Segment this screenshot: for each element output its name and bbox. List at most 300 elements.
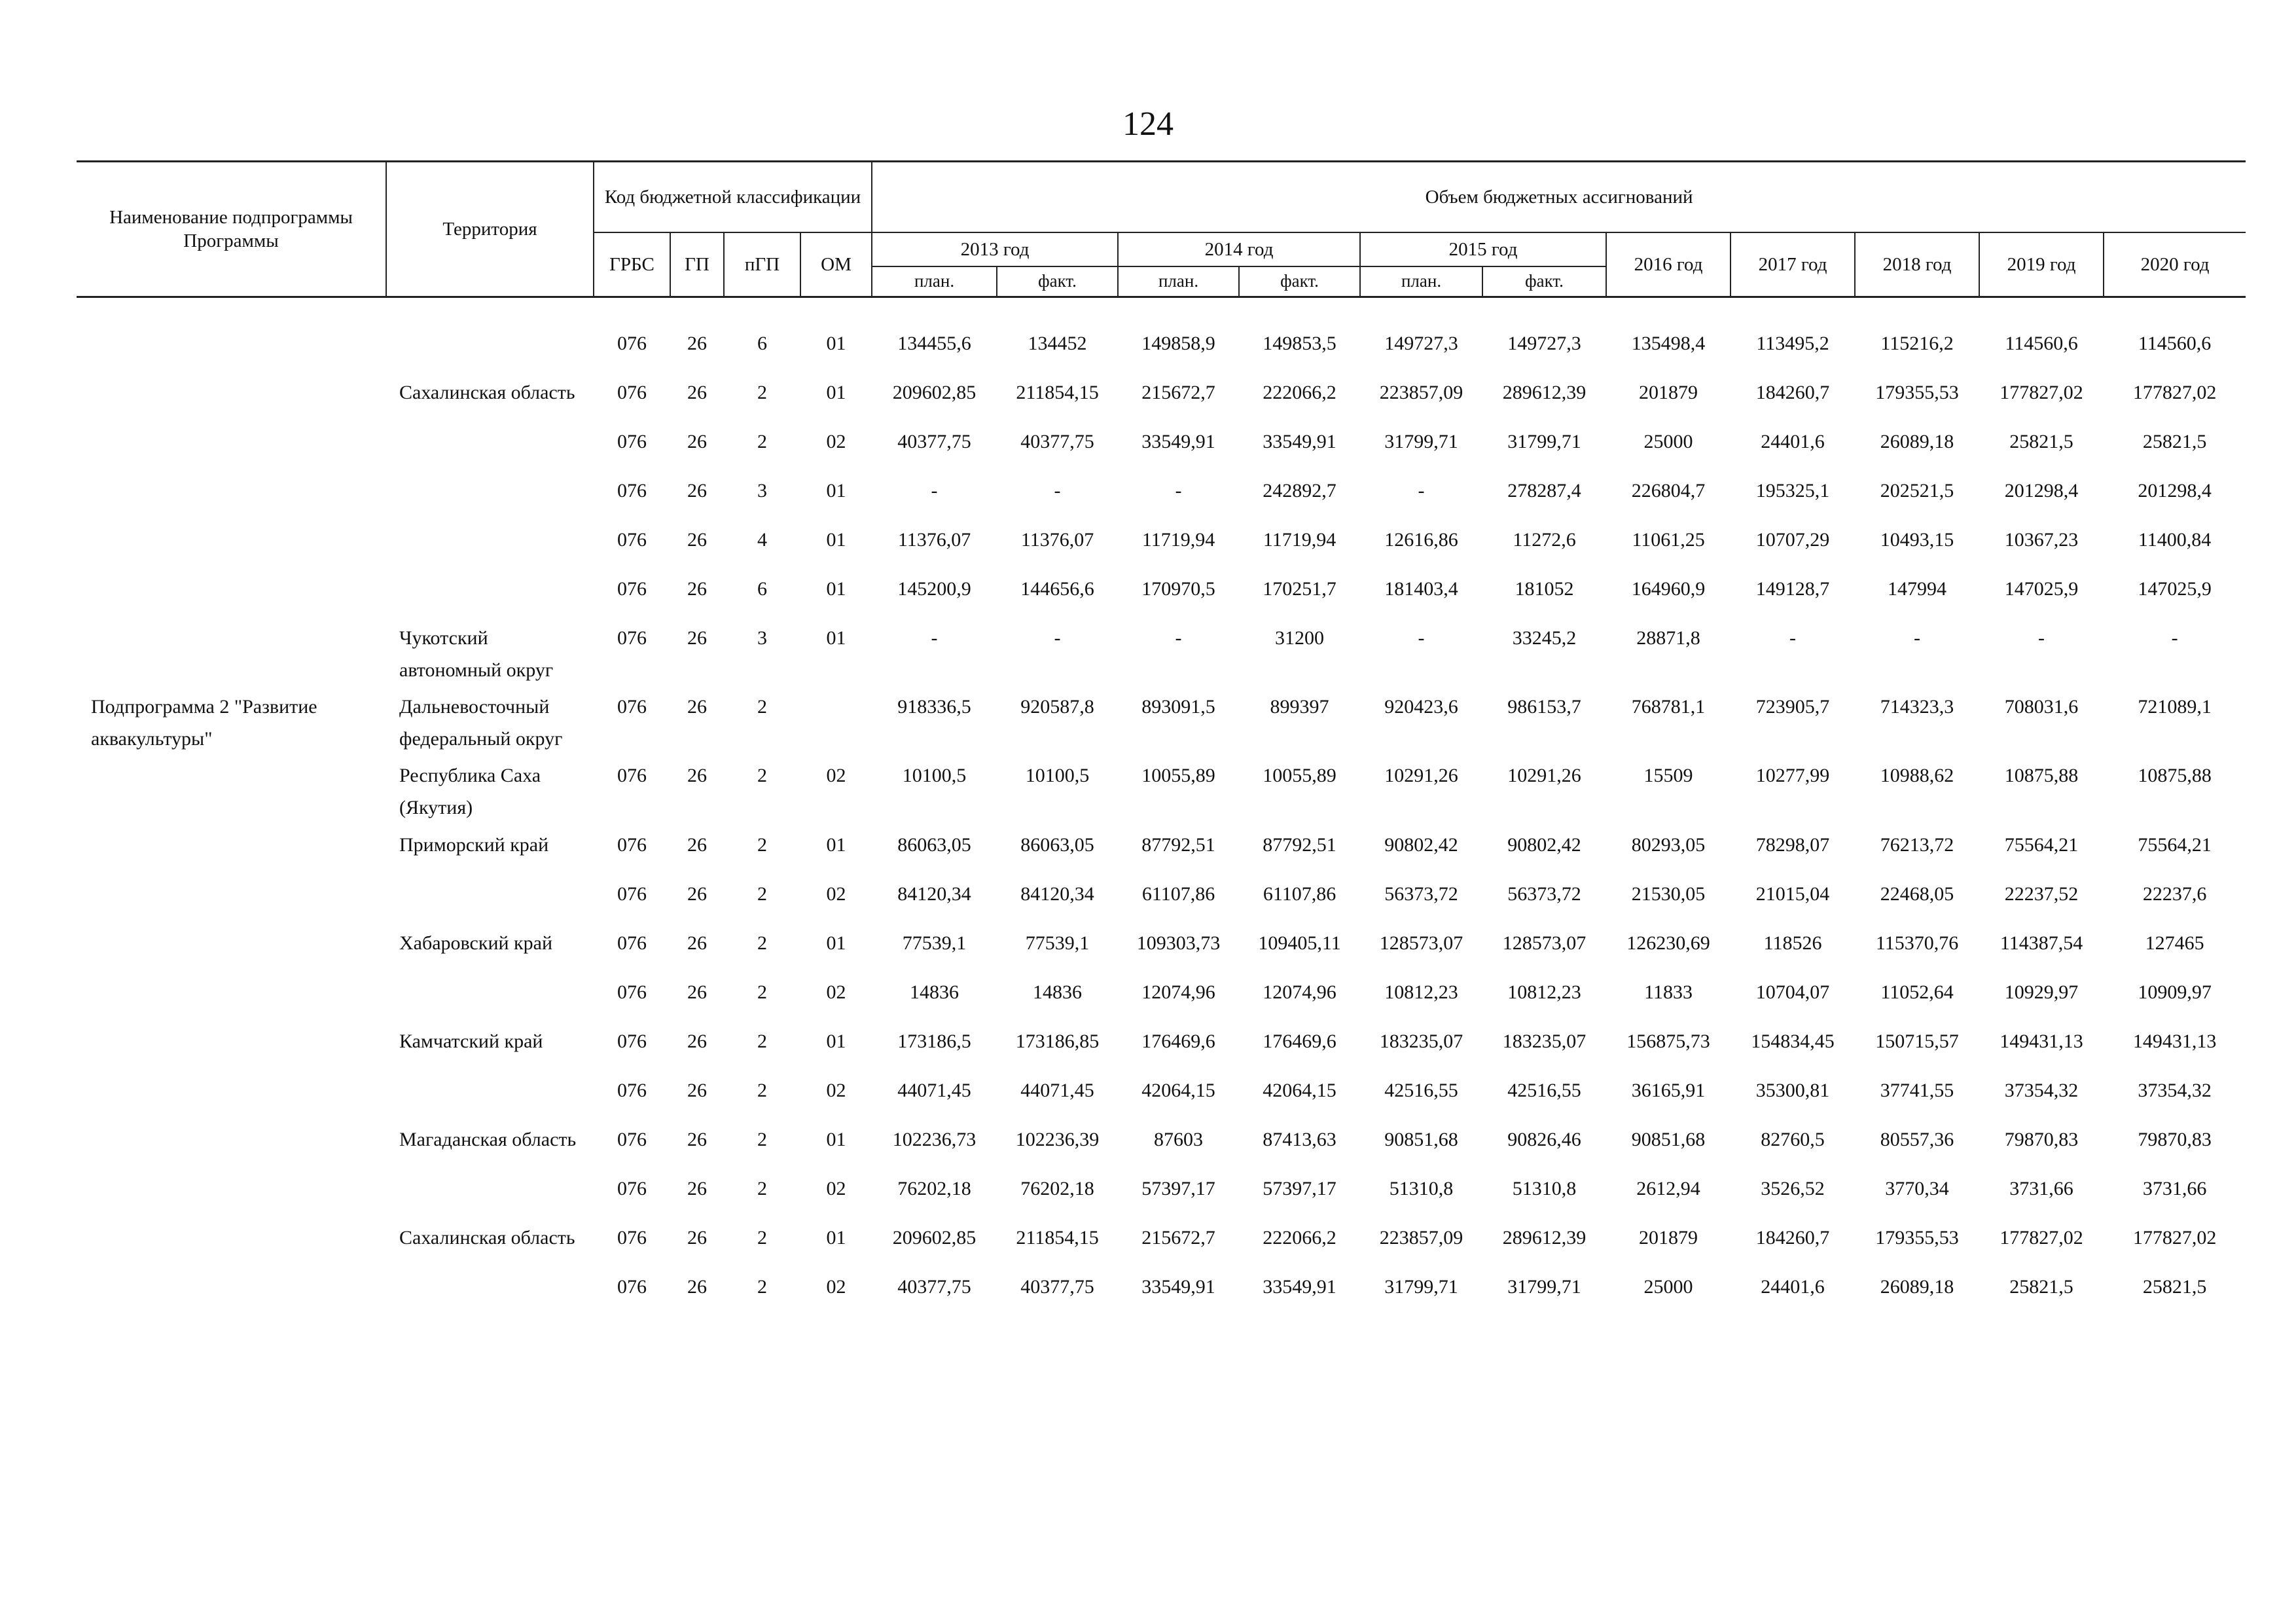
amount-cell: - <box>1054 480 1061 501</box>
territory-cell: Приморский край <box>399 833 549 856</box>
code-gp-cell: 26 <box>687 833 707 856</box>
amount-cell: 209602,85 <box>892 1226 977 1249</box>
subprogram-name-cell <box>77 1266 386 1315</box>
code-pgp-cell: 2 <box>757 1177 767 1199</box>
amount-cell: 10291,26 <box>1384 765 1458 787</box>
table-row <box>77 421 2246 470</box>
territory-cell: Хабаровский край <box>399 932 552 954</box>
amount-cell: 56373,72 <box>1507 883 1581 905</box>
amount-cell: 10100,5 <box>902 765 967 787</box>
amount-cell: 278287,4 <box>1507 480 1581 501</box>
amount-cell: 28871,8 <box>1636 627 1700 649</box>
code-gp-cell: 26 <box>687 1275 707 1298</box>
code-pgp-cell: 2 <box>757 1030 767 1052</box>
code-grbs-cell: 076 <box>617 1275 647 1298</box>
amount-cell: 3770,34 <box>1885 1177 1949 1199</box>
amount-cell: 920423,6 <box>1384 696 1458 718</box>
table-row <box>77 1217 2246 1266</box>
header-plan: план. <box>872 266 997 297</box>
amount-cell: 209602,85 <box>892 382 977 403</box>
amount-cell: 10988,62 <box>1880 765 1954 787</box>
amount-cell: 10704,07 <box>1755 981 1830 1003</box>
territory-cell <box>386 470 594 519</box>
amount-cell: 242892,7 <box>1263 480 1336 501</box>
territory-cell: Магаданская область <box>399 1128 577 1150</box>
amount-cell: 57397,17 <box>1263 1177 1336 1199</box>
subprogram-name-cell <box>77 922 386 972</box>
header-code-group: Код бюджетной классификации <box>594 162 872 233</box>
code-gp-cell: 26 <box>687 333 707 354</box>
amount-cell: 10929,97 <box>2004 981 2079 1003</box>
amount-cell: 986153,7 <box>1507 696 1581 718</box>
amount-cell: 128573,07 <box>1502 932 1587 954</box>
amount-cell: 114387,54 <box>2000 932 2083 954</box>
code-gp-cell: 26 <box>687 1177 707 1199</box>
amount-cell: 149431,13 <box>2132 1030 2217 1052</box>
table-row <box>77 323 2246 372</box>
amount-cell: 87792,51 <box>1141 833 1215 856</box>
amount-cell: 721089,1 <box>2138 696 2212 718</box>
code-om-cell: 01 <box>826 1226 846 1249</box>
amount-cell: 40377,75 <box>1020 431 1094 452</box>
amount-cell: 223857,09 <box>1379 382 1463 403</box>
territory-cell <box>386 1070 594 1119</box>
code-om-cell: 01 <box>826 578 846 600</box>
territory-cell: Республика Саха (Якутия) <box>399 765 541 818</box>
amount-cell: - <box>1418 627 1425 649</box>
subprogram-name-cell <box>77 1021 386 1070</box>
code-om-cell: 01 <box>826 627 846 649</box>
amount-cell: 86063,05 <box>1020 833 1094 856</box>
amount-cell: 147994 <box>1888 578 1947 600</box>
code-gp-cell: 26 <box>687 1226 707 1249</box>
amount-cell: 12074,96 <box>1141 981 1215 1003</box>
amount-cell: 149853,5 <box>1263 333 1336 354</box>
code-grbs-cell: 076 <box>617 1177 647 1199</box>
amount-cell: 134452 <box>1028 333 1087 354</box>
amount-cell: 149727,3 <box>1384 333 1458 354</box>
amount-cell: 147025,9 <box>2004 578 2079 600</box>
amount-cell: 177827,02 <box>2132 1226 2217 1249</box>
amount-cell: 708031,6 <box>2004 696 2079 718</box>
code-grbs-cell: 076 <box>617 932 647 954</box>
amount-cell: 135498,4 <box>1631 333 1706 354</box>
amount-cell: 14836 <box>1033 981 1083 1003</box>
amount-cell: 226804,7 <box>1631 480 1706 501</box>
code-grbs-cell: 076 <box>617 1226 647 1249</box>
amount-cell: 920587,8 <box>1020 696 1094 718</box>
amount-cell: 31200 <box>1275 627 1325 649</box>
amount-cell: 36165,91 <box>1631 1079 1706 1101</box>
code-grbs-cell: 076 <box>617 529 647 551</box>
amount-cell: 44071,45 <box>1020 1079 1094 1101</box>
amount-cell: 80293,05 <box>1631 833 1706 856</box>
code-grbs-cell: 076 <box>617 578 647 600</box>
amount-cell: 87603 <box>1154 1128 1204 1150</box>
amount-cell: 25000 <box>1643 1275 1693 1298</box>
amount-cell: 184260,7 <box>1755 1226 1830 1249</box>
table-row <box>77 1021 2246 1070</box>
subprogram-name-cell <box>77 824 386 873</box>
header-year-2016: 2016 год <box>1606 232 1731 297</box>
amount-cell: 90851,68 <box>1384 1128 1458 1150</box>
code-pgp-cell: 6 <box>757 333 767 354</box>
header-year-2017: 2017 год <box>1731 232 1855 297</box>
code-om-cell: 02 <box>826 1275 846 1298</box>
amount-cell: - <box>1054 627 1061 649</box>
amount-cell: 211854,15 <box>1016 1226 1099 1249</box>
amount-cell: 26089,18 <box>1880 431 1954 452</box>
header-year-2013: 2013 год <box>872 232 1118 266</box>
code-gp-cell: 26 <box>687 981 707 1003</box>
header-year-2019: 2019 год <box>1979 232 2104 297</box>
amount-cell: 156875,73 <box>1626 1030 1710 1052</box>
code-grbs-cell: 076 <box>617 981 647 1003</box>
table-row <box>77 568 2246 617</box>
territory-cell <box>386 1266 594 1315</box>
table-row <box>77 1119 2246 1168</box>
code-om-cell: 01 <box>826 833 846 856</box>
amount-cell: 10055,89 <box>1263 765 1336 787</box>
amount-cell: 25821,5 <box>2142 1275 2207 1298</box>
amount-cell: 10875,88 <box>2004 765 2079 787</box>
amount-cell: 61107,86 <box>1141 883 1215 905</box>
code-grbs-cell: 076 <box>617 382 647 403</box>
amount-cell: 78298,07 <box>1755 833 1830 856</box>
amount-cell: 40377,75 <box>897 431 971 452</box>
amount-cell: 215672,7 <box>1141 382 1215 403</box>
amount-cell: 79870,83 <box>2004 1128 2079 1150</box>
amount-cell: 3731,66 <box>2009 1177 2073 1199</box>
amount-cell: 173186,5 <box>897 1030 971 1052</box>
territory-cell <box>386 519 594 568</box>
amount-cell: 184260,7 <box>1755 382 1830 403</box>
amount-cell: 31799,71 <box>1507 1275 1581 1298</box>
code-grbs-cell: 076 <box>617 696 647 718</box>
header-fact: факт. <box>1239 266 1360 297</box>
amount-cell: 164960,9 <box>1631 578 1706 600</box>
amount-cell: 170251,7 <box>1263 578 1336 600</box>
code-pgp-cell: 2 <box>757 431 767 452</box>
amount-cell: 109405,11 <box>1258 932 1341 954</box>
table-row <box>77 372 2246 421</box>
amount-cell: 25821,5 <box>2142 431 2207 452</box>
amount-cell: 21530,05 <box>1631 883 1706 905</box>
code-gp-cell: 26 <box>687 382 707 403</box>
table-row <box>77 519 2246 568</box>
amount-cell: 22237,6 <box>2142 883 2207 905</box>
table-header <box>77 162 2246 297</box>
code-om-cell: 01 <box>826 333 846 354</box>
code-om-cell: 02 <box>826 883 846 905</box>
amount-cell: 35300,81 <box>1755 1079 1830 1101</box>
amount-cell: 77539,1 <box>902 932 967 954</box>
amount-cell: 33549,91 <box>1263 1275 1336 1298</box>
amount-cell: 31799,71 <box>1384 431 1458 452</box>
code-gp-cell: 26 <box>687 529 707 551</box>
amount-cell: 181052 <box>1515 578 1574 600</box>
amount-cell: 183235,07 <box>1379 1030 1463 1052</box>
code-grbs-cell: 076 <box>617 431 647 452</box>
amount-cell: 3731,66 <box>2142 1177 2207 1199</box>
amount-cell: 114560,6 <box>2138 333 2212 354</box>
amount-cell: 714323,3 <box>1880 696 1954 718</box>
amount-cell: 202521,5 <box>1880 480 1954 501</box>
amount-cell: 179355,53 <box>1875 382 1959 403</box>
amount-cell: 127465 <box>2145 932 2204 954</box>
subprogram-name-cell <box>77 617 386 686</box>
amount-cell: 11376,07 <box>897 529 971 551</box>
amount-cell: 15509 <box>1643 765 1693 787</box>
amount-cell: 109303,73 <box>1136 932 1221 954</box>
amount-cell: - <box>1418 480 1425 501</box>
amount-cell: 918336,5 <box>897 696 971 718</box>
amount-cell: 10909,97 <box>2138 981 2212 1003</box>
amount-cell: 144656,6 <box>1020 578 1094 600</box>
table-row <box>77 972 2246 1021</box>
amount-cell: 42516,55 <box>1384 1079 1458 1101</box>
subprogram-name-cell <box>77 421 386 470</box>
amount-cell: - <box>1175 480 1182 501</box>
page-number: 124 <box>1122 105 1174 143</box>
header-code-grbs: ГРБС <box>594 232 670 297</box>
code-pgp-cell: 2 <box>757 1226 767 1249</box>
subprogram-name-cell <box>77 470 386 519</box>
amount-cell: 149858,9 <box>1141 333 1215 354</box>
amount-cell: 10291,26 <box>1507 765 1581 787</box>
amount-cell: 115216,2 <box>1880 333 1954 354</box>
subprogram-name-cell <box>77 1070 386 1119</box>
header-year-2015: 2015 год <box>1360 232 1606 266</box>
amount-cell: 76202,18 <box>1020 1177 1094 1199</box>
territory-cell <box>386 873 594 922</box>
amount-cell: 176469,6 <box>1141 1030 1215 1052</box>
amount-cell: 57397,17 <box>1141 1177 1215 1199</box>
budget-table <box>77 160 2246 1315</box>
amount-cell: 79870,83 <box>2138 1128 2212 1150</box>
amount-cell: 11052,64 <box>1880 981 1954 1003</box>
code-pgp-cell: 2 <box>757 382 767 403</box>
table-row <box>77 470 2246 519</box>
code-om-cell: 01 <box>826 932 846 954</box>
amount-cell: 75564,21 <box>2004 833 2079 856</box>
header-name: Наименование подпрограммы Программы <box>77 162 386 297</box>
code-om-cell: 01 <box>826 1128 846 1150</box>
subprogram-name-cell <box>77 755 386 824</box>
code-pgp-cell: 4 <box>757 529 767 551</box>
header-code-gp: ГП <box>670 232 724 297</box>
amount-cell: 42064,15 <box>1141 1079 1215 1101</box>
amount-cell: 181403,4 <box>1384 578 1458 600</box>
code-gp-cell: 26 <box>687 1030 707 1052</box>
amount-cell: 10812,23 <box>1384 981 1458 1003</box>
amount-cell: 40377,75 <box>897 1275 971 1298</box>
amount-cell: 21015,04 <box>1755 883 1830 905</box>
amount-cell: 134455,6 <box>897 333 971 354</box>
code-om-cell <box>800 686 872 755</box>
code-gp-cell: 26 <box>687 431 707 452</box>
amount-cell: 51310,8 <box>1512 1177 1577 1199</box>
amount-cell: 10100,5 <box>1025 765 1090 787</box>
subprogram-name-cell <box>77 873 386 922</box>
table-row <box>77 824 2246 873</box>
amount-cell: 14836 <box>910 981 960 1003</box>
header-code-om: ОМ <box>800 232 872 297</box>
amount-cell: 25821,5 <box>2009 1275 2073 1298</box>
subprogram-name-cell <box>77 1217 386 1266</box>
subprogram-name-cell <box>77 519 386 568</box>
code-grbs-cell: 076 <box>617 333 647 354</box>
amount-cell: 10875,88 <box>2138 765 2212 787</box>
amount-cell: 24401,6 <box>1761 431 1825 452</box>
amount-cell: 118526 <box>1763 932 1822 954</box>
code-gp-cell: 26 <box>687 1128 707 1150</box>
amount-cell: 289612,39 <box>1502 382 1587 403</box>
amount-cell: 44071,45 <box>897 1079 971 1101</box>
amount-cell: 150715,57 <box>1875 1030 1959 1052</box>
amount-cell: 90826,46 <box>1507 1128 1581 1150</box>
code-pgp-cell: 2 <box>757 696 767 718</box>
table-row <box>77 1168 2246 1217</box>
header-plan: план. <box>1360 266 1482 297</box>
amount-cell: - <box>1175 627 1182 649</box>
amount-cell: - <box>931 480 938 501</box>
code-gp-cell: 26 <box>687 627 707 649</box>
amount-cell: 12616,86 <box>1384 529 1458 551</box>
amount-cell: 75564,21 <box>2138 833 2212 856</box>
amount-cell: 42516,55 <box>1507 1079 1581 1101</box>
amount-cell: - <box>1789 627 1797 649</box>
header-code-pgp: пГП <box>724 232 800 297</box>
territory-cell <box>386 323 594 372</box>
subprogram-name-cell <box>77 568 386 617</box>
territory-cell: Сахалинская область <box>399 382 575 403</box>
code-om-cell: 02 <box>826 431 846 452</box>
code-gp-cell: 26 <box>687 480 707 501</box>
amount-cell: 76202,18 <box>897 1177 971 1199</box>
territory-cell: Чукотский автономный округ <box>399 627 554 681</box>
amount-cell: 201879 <box>1639 382 1698 403</box>
code-grbs-cell: 076 <box>617 765 647 787</box>
amount-cell: 289612,39 <box>1502 1226 1587 1249</box>
amount-cell: 61107,86 <box>1263 883 1336 905</box>
amount-cell: 149128,7 <box>1755 578 1830 600</box>
code-om-cell: 01 <box>826 382 846 403</box>
table-row <box>77 922 2246 972</box>
subprogram-name-cell <box>77 1168 386 1217</box>
amount-cell: 723905,7 <box>1755 696 1830 718</box>
amount-cell: 26089,18 <box>1880 1275 1954 1298</box>
amount-cell: 201879 <box>1639 1226 1698 1249</box>
amount-cell: 11400,84 <box>2138 529 2212 551</box>
amount-cell: 149431,13 <box>2000 1030 2083 1052</box>
amount-cell: 87413,63 <box>1263 1128 1336 1150</box>
header-year-2018: 2018 год <box>1855 232 1979 297</box>
code-om-cell: 02 <box>826 765 846 787</box>
header-year-2020: 2020 год <box>2104 232 2246 297</box>
territory-cell: Дальневосточный федеральный округ <box>399 696 563 750</box>
code-grbs-cell: 076 <box>617 1128 647 1150</box>
header-plan: план. <box>1118 266 1239 297</box>
table-row <box>77 755 2246 824</box>
amount-cell: 222066,2 <box>1263 382 1336 403</box>
amount-cell: 24401,6 <box>1761 1275 1825 1298</box>
code-pgp-cell: 3 <box>757 480 767 501</box>
amount-cell: 11272,6 <box>1513 529 1576 551</box>
amount-cell: 10812,23 <box>1507 981 1581 1003</box>
header-volume-group: Объем бюджетных ассигнований <box>872 162 2246 233</box>
amount-cell: 3526,52 <box>1761 1177 1825 1199</box>
code-grbs-cell: 076 <box>617 480 647 501</box>
amount-cell: 10707,29 <box>1755 529 1830 551</box>
code-om-cell: 02 <box>826 981 846 1003</box>
amount-cell: - <box>1914 627 1921 649</box>
amount-cell: 102236,39 <box>1015 1128 1100 1150</box>
amount-cell: 10493,15 <box>1880 529 1954 551</box>
amount-cell: 11376,07 <box>1020 529 1094 551</box>
code-gp-cell: 26 <box>687 883 707 905</box>
code-gp-cell: 26 <box>687 765 707 787</box>
header-fact: факт. <box>1482 266 1606 297</box>
code-pgp-cell: 2 <box>757 981 767 1003</box>
amount-cell: 31799,71 <box>1384 1275 1458 1298</box>
amount-cell: 56373,72 <box>1384 883 1458 905</box>
territory-cell <box>386 421 594 470</box>
amount-cell: 10055,89 <box>1141 765 1215 787</box>
amount-cell: 22237,52 <box>2004 883 2079 905</box>
amount-cell: 37354,32 <box>2138 1079 2212 1101</box>
code-grbs-cell: 076 <box>617 883 647 905</box>
amount-cell: 145200,9 <box>897 578 971 600</box>
territory-cell <box>386 1168 594 1217</box>
amount-cell: 201298,4 <box>2138 480 2212 501</box>
amount-cell: 10367,23 <box>2004 529 2079 551</box>
code-pgp-cell: 2 <box>757 1128 767 1150</box>
code-pgp-cell: 6 <box>757 578 767 600</box>
amount-cell: 149727,3 <box>1507 333 1581 354</box>
amount-cell: 222066,2 <box>1263 1226 1336 1249</box>
amount-cell: 211854,15 <box>1016 382 1099 403</box>
amount-cell: 51310,8 <box>1389 1177 1454 1199</box>
subprogram-name-cell <box>77 323 386 372</box>
code-gp-cell: 26 <box>687 696 707 718</box>
amount-cell: 115370,76 <box>1875 932 1959 954</box>
amount-cell: 84120,34 <box>897 883 971 905</box>
amount-cell: 768781,1 <box>1631 696 1706 718</box>
amount-cell: 176469,6 <box>1263 1030 1336 1052</box>
amount-cell: 90851,68 <box>1631 1128 1706 1150</box>
code-om-cell: 01 <box>826 480 846 501</box>
amount-cell: 42064,15 <box>1263 1079 1336 1101</box>
amount-cell: 82760,5 <box>1761 1128 1825 1150</box>
amount-cell: 154834,45 <box>1751 1030 1835 1052</box>
territory-cell: Камчатский край <box>399 1030 543 1052</box>
code-gp-cell: 26 <box>687 932 707 954</box>
territory-cell <box>386 972 594 1021</box>
code-pgp-cell: 2 <box>757 932 767 954</box>
amount-cell: 37741,55 <box>1880 1079 1954 1101</box>
code-om-cell: 02 <box>826 1177 846 1199</box>
header-territory: Территория <box>386 162 594 297</box>
table-row <box>77 873 2246 922</box>
amount-cell: 84120,34 <box>1020 883 1094 905</box>
amount-cell: 201298,4 <box>2004 480 2079 501</box>
amount-cell: 86063,05 <box>897 833 971 856</box>
amount-cell: 31799,71 <box>1507 431 1581 452</box>
code-pgp-cell: 2 <box>757 765 767 787</box>
amount-cell: 126230,69 <box>1626 932 1710 954</box>
code-gp-cell: 26 <box>687 578 707 600</box>
